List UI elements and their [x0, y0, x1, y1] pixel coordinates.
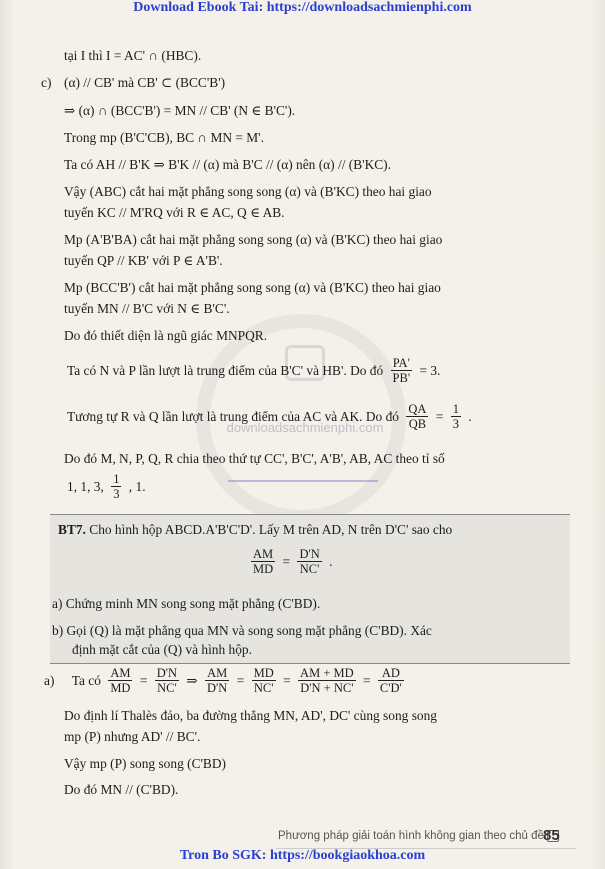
denominator: D'N: [207, 681, 228, 695]
exercise-intro-line: [58, 521, 452, 539]
text-line-with-fraction: [64, 356, 443, 385]
fraction: [111, 472, 121, 501]
watermark-text: downloadsachmienphi.com: [226, 420, 384, 435]
numerator: AM: [205, 666, 229, 681]
footer-title: [278, 830, 559, 842]
exercise-ratio: [250, 547, 335, 576]
numerator: D'N: [156, 666, 178, 680]
equals: =: [282, 553, 291, 569]
text-line-with-fraction: [64, 472, 149, 501]
denominator: NC': [253, 681, 274, 695]
numerator: AM: [253, 547, 274, 561]
text-line-with-fraction: [64, 402, 475, 431]
numerator: AM: [110, 666, 131, 680]
text-line: Do đó thiết diện là ngũ giác MNPQR.: [64, 328, 268, 343]
exercise-part-b-cont: định mặt cắt của (Q) và hình hộp.: [72, 642, 252, 657]
text-line: Do định lí Thalès đảo, ba đường thẳng MN, AD', DC' cùng song song: [64, 708, 438, 723]
numerator: 1: [113, 472, 120, 486]
solution-label: a): [44, 672, 55, 688]
fraction: [252, 666, 276, 695]
text-line: ⇒ (α) ∩ (BCC'B') = MN // CB' (N ∈ B'C').: [64, 103, 296, 118]
numerator: D'N: [299, 547, 320, 561]
item-label-c: c): [41, 75, 52, 90]
text-line: Do đó MN // (C'BD).: [64, 782, 179, 797]
fraction: [297, 547, 321, 576]
equals: =: [435, 408, 444, 424]
denominator: NC': [157, 681, 177, 695]
numerator: AM + MD: [300, 666, 354, 680]
fraction: [108, 666, 132, 695]
footer-title-text: Phương pháp giải toán hình không gian theo chủ đề: [278, 830, 544, 843]
numerator: QA: [408, 402, 427, 416]
denominator: MD: [110, 681, 131, 695]
denominator: C'D': [379, 681, 402, 695]
denominator: D'N + NC': [300, 681, 354, 695]
text-line: tuyến QP // KB' với P ∈ A'B'.: [64, 253, 223, 268]
exercise-part-a: a) Chứng minh MN song song mặt phẳng (C'BD).: [52, 596, 321, 611]
fraction: [155, 666, 179, 695]
text-line: Mp (BCC'B') cắt hai mặt phẳng song song (α) và (B'KC) theo hai giao: [64, 280, 441, 295]
watermark-bar: [228, 480, 378, 482]
text-line: tuyến MN // B'C với N ∈ B'C'.: [64, 301, 230, 316]
line-text: Ta có N và P lần lượt là trung điểm của B'C' và HB'. Do đó: [67, 362, 384, 378]
line-text: .: [468, 408, 472, 424]
fraction: [205, 666, 229, 695]
text-line: Vậy (ABC) cắt hai mặt phẳng song song (α) và (B'KC) theo hai giao: [64, 184, 432, 199]
implies: ⇒: [186, 672, 198, 688]
text-line: tuyến KC // M'RQ với R ∈ AC, Q ∈ AB.: [64, 205, 285, 220]
denominator: MD: [253, 562, 274, 576]
line-text: = 3.: [419, 362, 441, 378]
line-text: , 1.: [128, 478, 146, 494]
exercise-intro: Cho hình hộp ABCD.A'B'C'D'. Lấy M trên AD, N trên D'C' sao cho: [89, 522, 453, 537]
equals: =: [236, 672, 245, 688]
fraction: [391, 356, 413, 385]
line-text: Ta có: [71, 672, 101, 688]
denominator: 3: [452, 417, 459, 431]
equals: =: [283, 672, 291, 688]
denominator: PB': [392, 371, 411, 385]
fraction: [251, 547, 275, 576]
text-line: Trong mp (B'C'CB), BC ∩ MN = M'.: [64, 130, 264, 145]
line-text: 1, 1, 3,: [67, 478, 104, 494]
denominator: 3: [113, 487, 120, 501]
text-line: Vậy mp (P) song song (C'BD): [64, 756, 226, 771]
numerator: MD: [253, 666, 274, 680]
text-line: tại I thì I = AC' ∩ (HBC).: [64, 48, 202, 63]
fraction: [378, 666, 404, 695]
numerator: AD: [378, 666, 404, 681]
text-line: Mp (A'B'BA) cắt hai mặt phẳng song song (α) và (B'KC) theo hai giao: [64, 232, 443, 247]
sgk-banner[interactable]: Tron Bo SGK: https://bookgiaokhoa.com: [179, 848, 426, 863]
solution-equation: [41, 666, 405, 695]
text-line: Do đó M, N, P, Q, R chia theo thứ tự CC', B'C', A'B', AB, AC theo tỉ số: [64, 451, 445, 466]
denominator: QB: [408, 417, 427, 431]
numerator: PA': [391, 356, 413, 371]
download-banner[interactable]: Download Ebook Tai: https://downloadsachmienphi.com: [133, 0, 472, 15]
text-line: Ta có AH // B'K ⇒ B'K // (α) mà B'C // (α) nên (α) // (B'KC).: [64, 157, 391, 172]
fraction: [451, 402, 461, 431]
fraction: [298, 666, 356, 695]
fraction: [406, 402, 428, 431]
exercise-label: BT7.: [58, 522, 86, 537]
text-line: mp (P) nhưng AD' // BC'.: [64, 729, 201, 744]
denominator: NC': [299, 562, 320, 576]
equals: =: [363, 672, 371, 688]
page-number: 85: [543, 827, 560, 844]
text-line: (α) // CB' mà CB' ⊂ (BCC'B'): [64, 75, 226, 90]
numerator: 1: [452, 402, 459, 416]
line-text: Tương tự R và Q lần lượt là trung điểm của AC và AK. Do đó: [67, 408, 399, 424]
line-text: .: [329, 553, 333, 569]
exercise-part-b: b) Gọi (Q) là mặt phẳng qua MN và song song mặt phẳng (C'BD). Xác: [52, 623, 432, 638]
equals: =: [139, 672, 148, 688]
